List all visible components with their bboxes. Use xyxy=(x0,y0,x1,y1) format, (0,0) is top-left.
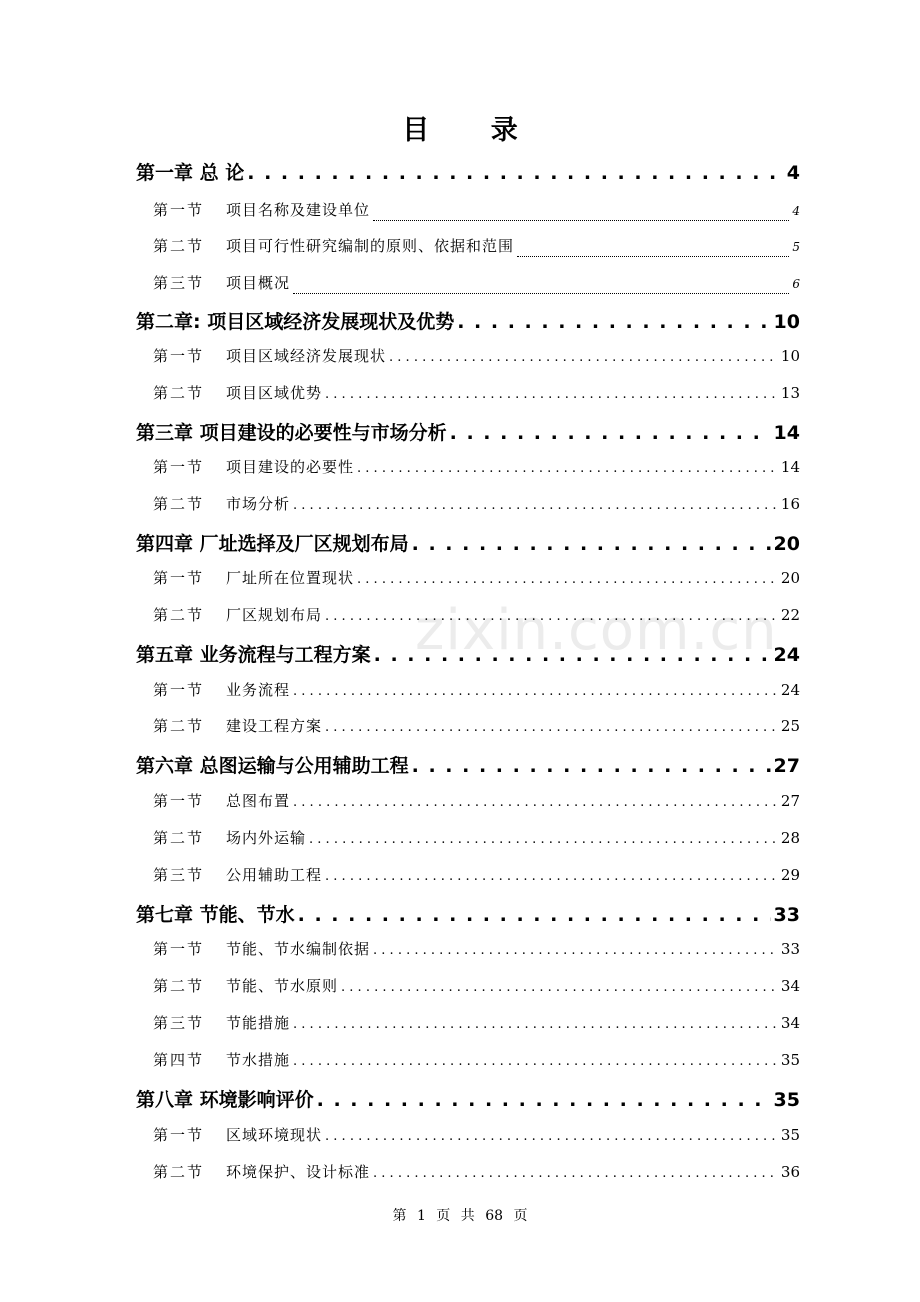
page-number: 27 xyxy=(780,792,800,810)
section-title: 区域环境现状 xyxy=(226,1126,323,1144)
section-number: 第二节 xyxy=(153,977,205,995)
toc-section-entry[interactable] xyxy=(153,1049,800,1075)
section-title: 项目概况 xyxy=(226,274,291,292)
chapter-title: 第二章: 项目区域经济发展现状及优势 xyxy=(136,311,455,333)
page-number: 36 xyxy=(780,1163,800,1181)
section-title: 项目区域经济发展现状 xyxy=(226,347,387,365)
dot-leader xyxy=(341,977,778,995)
section-number: 第二节 xyxy=(153,237,205,255)
toc-section-entry[interactable] xyxy=(153,1161,800,1187)
dot-leader xyxy=(357,458,778,476)
toc-section-entry[interactable] xyxy=(153,199,800,225)
dot-leader xyxy=(325,1126,778,1144)
dot-leader xyxy=(293,792,778,810)
toc-section-entry[interactable] xyxy=(153,790,800,816)
section-number: 第一节 xyxy=(153,1126,205,1144)
section-title: 节能、节水原则 xyxy=(226,977,339,995)
dot-leader xyxy=(457,311,770,333)
section-number: 第二节 xyxy=(153,384,205,402)
page-number: 29 xyxy=(780,866,800,884)
page-number: 10 xyxy=(780,347,800,365)
section-number: 第二节 xyxy=(153,717,205,735)
dot-leader xyxy=(325,384,778,402)
dot-leader xyxy=(373,220,789,221)
dot-leader xyxy=(373,940,778,958)
section-title: 市场分析 xyxy=(226,495,291,513)
toc-chapter-entry[interactable] xyxy=(136,1085,800,1115)
page-number: 34 xyxy=(780,1014,800,1032)
toc-section-entry[interactable] xyxy=(153,235,800,261)
section-number: 第四节 xyxy=(153,1051,205,1069)
page-title: 目 录 xyxy=(402,115,544,146)
section-title: 项目可行性研究编制的原则、依据和范围 xyxy=(226,237,515,255)
dot-leader xyxy=(325,717,778,735)
page-number: 20 xyxy=(780,569,800,587)
section-title: 公用辅助工程 xyxy=(226,866,323,884)
watermark: zixin.com.cn xyxy=(415,598,778,663)
section-title: 项目名称及建设单位 xyxy=(226,201,371,219)
page-number: 35 xyxy=(780,1126,800,1144)
page-number: 20 xyxy=(773,533,800,555)
section-number: 第一节 xyxy=(153,201,205,219)
dot-leader xyxy=(293,1014,778,1032)
page-number: 33 xyxy=(780,940,800,958)
dot-leader xyxy=(412,533,771,555)
toc-section-entry[interactable] xyxy=(153,715,800,741)
section-title: 项目区域优势 xyxy=(226,384,323,402)
section-title: 环境保护、设计标准 xyxy=(226,1163,371,1181)
page-number: 24 xyxy=(773,644,800,666)
page-number: 24 xyxy=(780,681,800,699)
dot-leader xyxy=(293,1051,778,1069)
page-number: 16 xyxy=(780,495,800,513)
section-number: 第一节 xyxy=(153,940,205,958)
dot-leader xyxy=(298,904,771,926)
page-number: 13 xyxy=(780,384,800,402)
page-number: 4 xyxy=(792,204,800,218)
toc-chapter-entry[interactable] xyxy=(136,158,800,188)
page-number: 33 xyxy=(773,904,800,926)
section-number: 第一节 xyxy=(153,792,205,810)
section-number: 第三节 xyxy=(153,866,205,884)
section-number: 第一节 xyxy=(153,569,205,587)
section-number: 第一节 xyxy=(153,458,205,476)
section-number: 第三节 xyxy=(153,274,205,292)
page-number: 27 xyxy=(773,755,800,777)
toc-section-entry[interactable] xyxy=(153,345,800,371)
toc-section-entry[interactable] xyxy=(153,864,800,890)
section-title: 节能、节水编制依据 xyxy=(226,940,371,958)
page-footer: 第 1 页 共 68 页 xyxy=(392,1208,528,1224)
page-number: 6 xyxy=(792,277,800,291)
toc-section-entry[interactable] xyxy=(153,1124,800,1150)
dot-leader xyxy=(317,1089,771,1111)
toc-section-entry[interactable] xyxy=(153,272,800,298)
toc-chapter-entry[interactable] xyxy=(136,418,800,448)
section-title: 厂区规划布局 xyxy=(226,606,323,624)
page-number: 5 xyxy=(792,240,800,254)
page-number: 14 xyxy=(780,458,800,476)
toc-chapter-entry[interactable] xyxy=(136,307,800,337)
toc-section-entry[interactable] xyxy=(153,1012,800,1038)
toc-chapter-entry[interactable] xyxy=(136,900,800,930)
toc-section-entry[interactable] xyxy=(153,975,800,1001)
page-number: 35 xyxy=(773,1089,800,1111)
toc-section-entry[interactable] xyxy=(153,567,800,593)
section-number: 第二节 xyxy=(153,829,205,847)
dot-leader xyxy=(357,569,778,587)
dot-leader xyxy=(293,495,778,513)
toc-section-entry[interactable] xyxy=(153,604,800,630)
dot-leader xyxy=(325,606,778,624)
chapter-title: 第八章 环境影响评价 xyxy=(136,1089,314,1111)
toc-chapter-entry[interactable] xyxy=(136,529,800,559)
section-title: 厂址所在位置现状 xyxy=(226,569,355,587)
dot-leader xyxy=(412,755,771,777)
section-number: 第一节 xyxy=(153,347,205,365)
dot-leader xyxy=(373,1163,778,1181)
section-title: 项目建设的必要性 xyxy=(226,458,355,476)
chapter-title: 第三章 项目建设的必要性与市场分析 xyxy=(136,422,447,444)
page-number: 28 xyxy=(780,829,800,847)
page-number: 22 xyxy=(780,606,800,624)
dot-leader xyxy=(325,866,778,884)
toc-section-entry[interactable] xyxy=(153,456,800,482)
section-number: 第二节 xyxy=(153,495,205,513)
chapter-title: 第一章 总 论 xyxy=(136,162,245,184)
dot-leader xyxy=(374,644,771,666)
dot-leader xyxy=(450,422,771,444)
toc-section-entry[interactable] xyxy=(153,827,800,853)
page-number: 10 xyxy=(773,311,800,333)
section-title: 业务流程 xyxy=(226,681,291,699)
chapter-title: 第五章 业务流程与工程方案 xyxy=(136,644,371,666)
dot-leader xyxy=(517,256,789,257)
dot-leader xyxy=(293,293,789,294)
chapter-title: 第四章 厂址选择及厂区规划布局 xyxy=(136,533,409,555)
page-number: 34 xyxy=(780,977,800,995)
page-number: 14 xyxy=(773,422,800,444)
section-number: 第三节 xyxy=(153,1014,205,1032)
toc-chapter-entry[interactable] xyxy=(136,640,800,670)
chapter-title: 第六章 总图运输与公用辅助工程 xyxy=(136,755,409,777)
toc-section-entry[interactable] xyxy=(153,493,800,519)
section-title: 节能措施 xyxy=(226,1014,291,1032)
toc-chapter-entry[interactable] xyxy=(136,751,800,781)
dot-leader xyxy=(309,829,778,847)
dot-leader xyxy=(247,162,784,184)
page-number: 35 xyxy=(780,1051,800,1069)
dot-leader xyxy=(389,347,778,365)
toc-section-entry[interactable] xyxy=(153,679,800,705)
page-number: 25 xyxy=(780,717,800,735)
toc-section-entry[interactable] xyxy=(153,382,800,408)
section-title: 总图布置 xyxy=(226,792,291,810)
chapter-title: 第七章 节能、节水 xyxy=(136,904,295,926)
page-number: 4 xyxy=(786,162,800,184)
dot-leader xyxy=(293,681,778,699)
section-title: 建设工程方案 xyxy=(226,717,323,735)
section-title: 场内外运输 xyxy=(226,829,307,847)
section-title: 节水措施 xyxy=(226,1051,291,1069)
section-number: 第二节 xyxy=(153,606,205,624)
toc-section-entry[interactable] xyxy=(153,938,800,964)
section-number: 第一节 xyxy=(153,681,205,699)
section-number: 第二节 xyxy=(153,1163,205,1181)
